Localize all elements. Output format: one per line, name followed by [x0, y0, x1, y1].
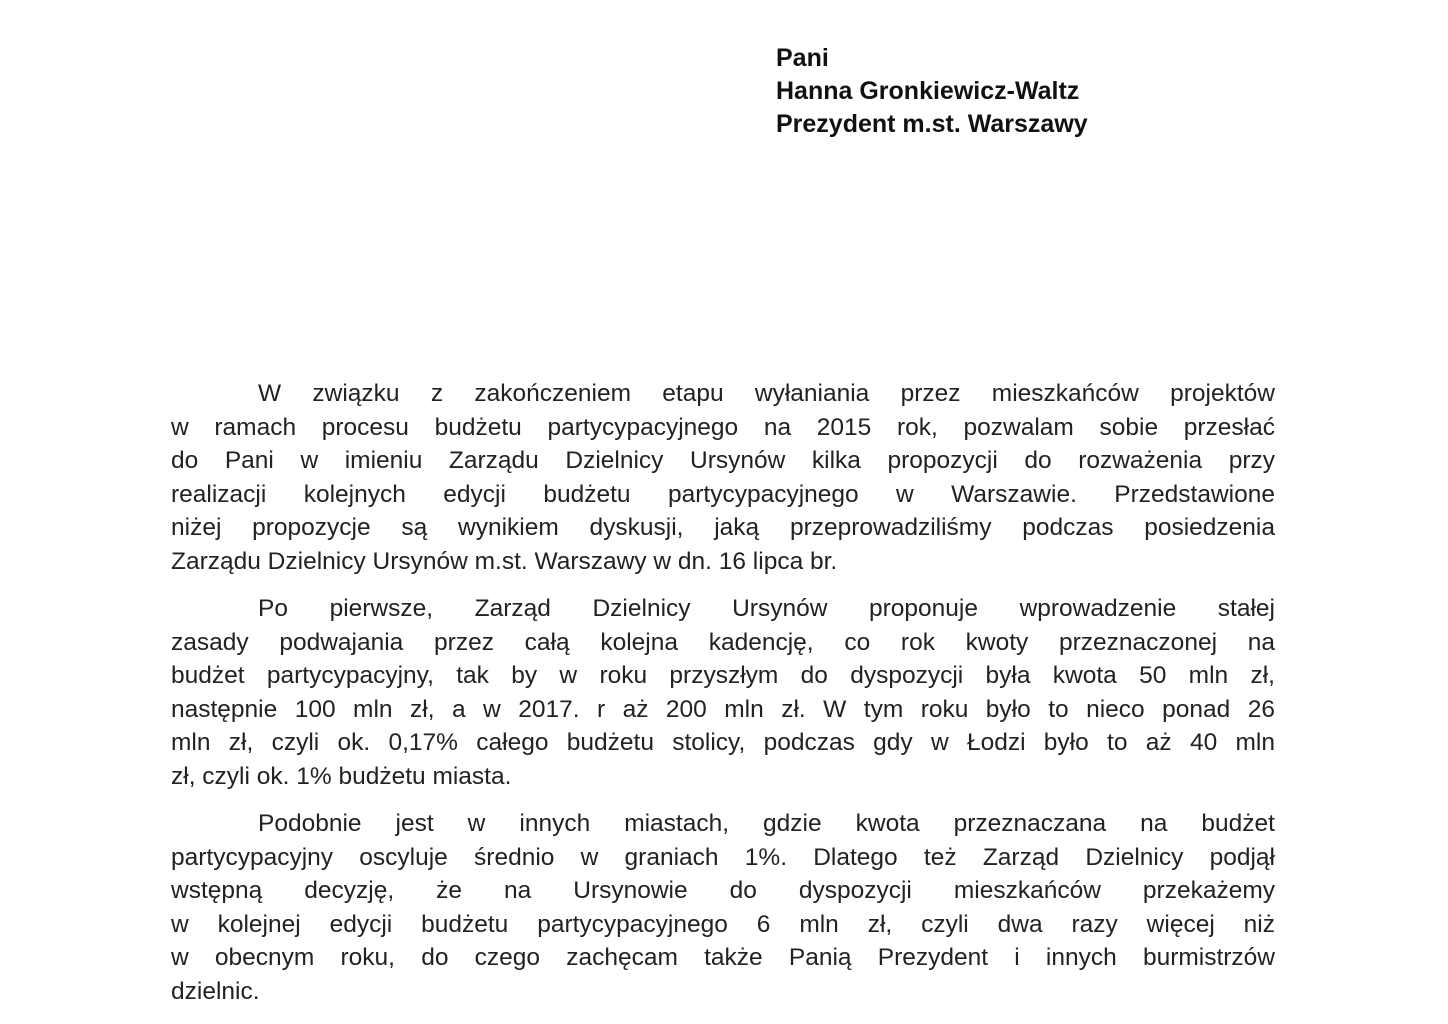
- recipient-salutation: Pani: [776, 44, 829, 72]
- paragraph-line: zł, czyli ok. 1% budżetu miasta.: [171, 762, 512, 790]
- paragraph-line: w kolejnej edycji budżetu partycypacyjnego 6 mln zł, czyli dwa razy więcej niż: [171, 910, 1275, 938]
- paragraph-line: realizacji kolejnych edycji budżetu partycypacyjnego w Warszawie. Przedstawione: [171, 480, 1275, 508]
- paragraph-line: W związku z zakończeniem etapu wyłaniania przez mieszkańców projektów: [258, 380, 1275, 407]
- paragraph-3: [171, 807, 1275, 1008]
- recipient-block: [776, 42, 1088, 141]
- paragraph-line: w obecnym roku, do czego zachęcam także Panią Prezydent i innych burmistrzów: [171, 944, 1275, 971]
- paragraph-line: Podobnie jest w innych miastach, gdzie kwota przeznaczana na budżet: [258, 810, 1275, 837]
- paragraph-line: do Pani w imieniu Zarządu Dzielnicy Ursynów kilka propozycji do rozważenia przy: [171, 447, 1275, 474]
- recipient-name: Hanna Gronkiewicz-Waltz: [776, 77, 1080, 105]
- paragraph-2: [171, 592, 1275, 793]
- paragraph-line: partycypacyjny oscyluje średnio w graniach 1%. Dlatego też Zarząd Dzielnicy podjął: [171, 843, 1275, 871]
- paragraph-line: dzielnic.: [171, 977, 260, 1005]
- letter-body: [171, 377, 1275, 1008]
- paragraph-line: zasady podwajania przez całą kolejna kadencję, co rok kwoty przeznaczonej na: [171, 628, 1275, 656]
- paragraph-1: [171, 377, 1275, 578]
- paragraph-line: wstępną decyzję, że na Ursynowie do dyspozycji mieszkańców przekażemy: [171, 877, 1275, 904]
- paragraph-gap: [171, 578, 1275, 592]
- paragraph-line: Po pierwsze, Zarząd Dzielnicy Ursynów proponuje wprowadzenie stałej: [258, 595, 1275, 622]
- paragraph-line: budżet partycypacyjny, tak by w roku przyszłym do dyspozycji była kwota 50 mln zł,: [171, 662, 1275, 689]
- paragraph-line: w ramach procesu budżetu partycypacyjnego na 2015 rok, pozwalam sobie przesłać: [171, 413, 1275, 441]
- paragraph-line: niżej propozycje są wynikiem dyskusji, jaką przeprowadziliśmy podczas posiedzenia: [171, 514, 1275, 541]
- paragraph-line: Zarządu Dzielnicy Ursynów m.st. Warszawy w dn. 16 lipca br.: [171, 547, 838, 575]
- paragraph-line: mln zł, czyli ok. 0,17% całego budżetu stolicy, podczas gdy w Łodzi było to aż 40 mln: [171, 729, 1275, 756]
- paragraph-gap: [171, 793, 1275, 807]
- recipient-title: Prezydent m.st. Warszawy: [776, 110, 1088, 138]
- paragraph-line: następnie 100 mln zł, a w 2017. r aż 200 mln zł. W tym roku było to nieco ponad 26: [171, 695, 1275, 723]
